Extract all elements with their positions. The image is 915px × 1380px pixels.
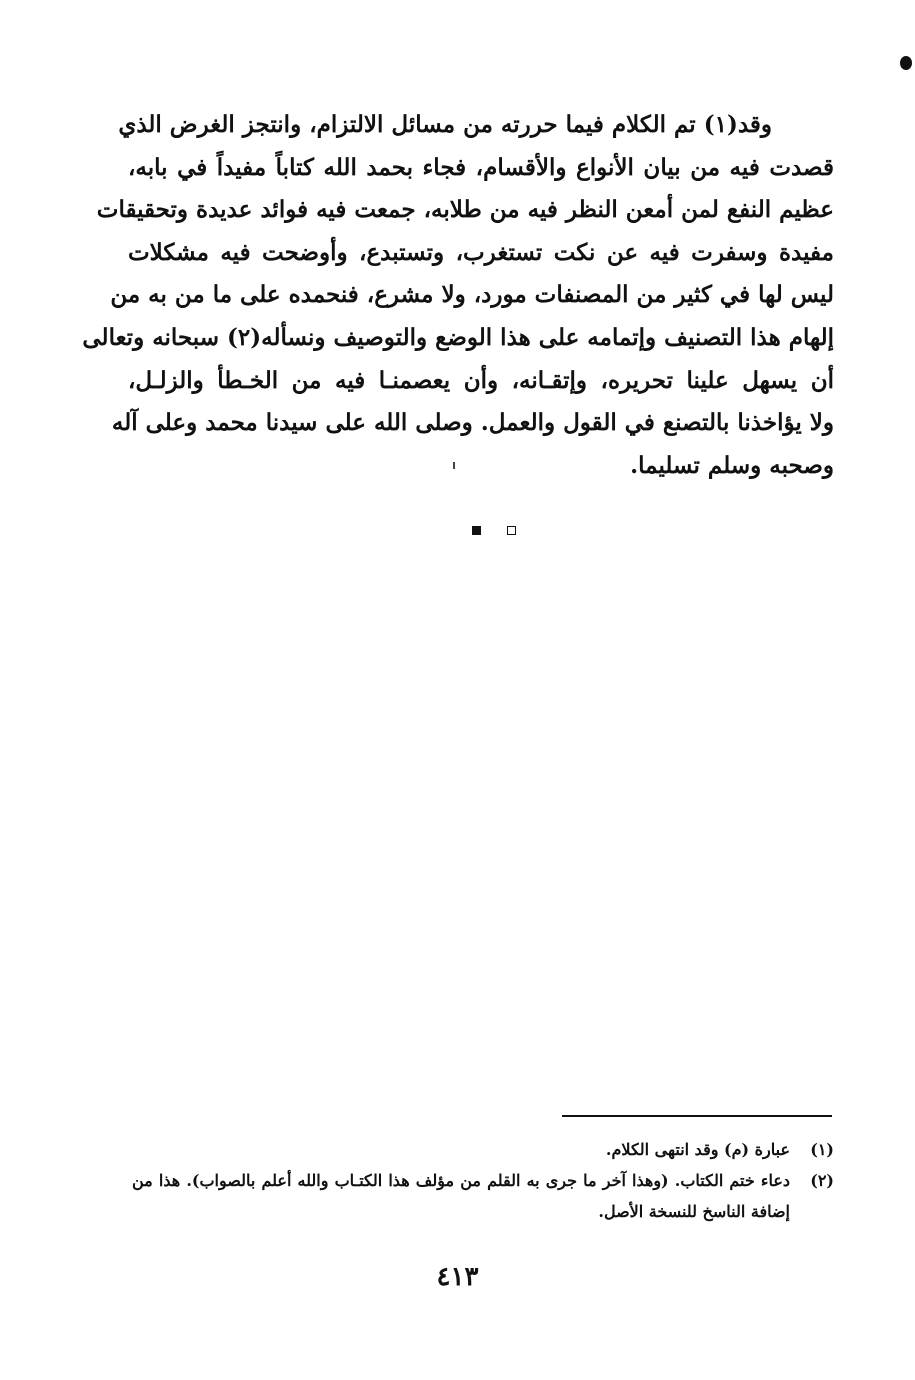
main-text-block	[82, 104, 834, 487]
footnote-2	[132, 1165, 834, 1227]
text-line-9: وصحبه وسلم تسليما.	[630, 451, 834, 479]
filled-square-icon	[472, 526, 481, 535]
text-line-6: إلهام هذا التصنيف وإتمامه على هذا الوضع والتوصيف ونسأله(٢) سبحانه وتعالى	[82, 323, 834, 351]
footnote-number: (٢)	[810, 1171, 834, 1190]
footnote-separator	[562, 1115, 832, 1117]
footnote-number: (١)	[810, 1140, 834, 1159]
footnote-text: عبارة (م) وقد انتهى الكلام.	[605, 1140, 790, 1159]
page-edge-dot	[900, 56, 912, 70]
text-line-8: ولا يؤاخذنا بالتصنع في القول والعمل. وصلى الله على سيدنا محمد وعلى آله	[111, 409, 834, 437]
text-line-3: عظيم النفع لمن أمعن النظر فيه من طلابه، جمعت فيه فوائد عديدة وتحقيقات	[96, 196, 834, 224]
text-line-2: قصدت فيه من بيان الأنواع والأقسام، فجاء بحمد الله كتاباً مفيداً في بابه،	[128, 153, 834, 181]
text-line-4: مفيدة وسفرت فيه عن نكت تستغرب، وتستبدع، وأوضحت فيه مشكلات	[128, 238, 834, 266]
hollow-square-icon	[507, 526, 516, 535]
footnotes	[132, 1134, 834, 1227]
text-line-5: ليس لها في كثير من المصنفات مورد، ولا مشرع، فنحمده على ما من به من	[110, 281, 834, 309]
footnote-text: دعاء ختم الكتاب. (وهذا آخر ما جرى به القلم من مؤلف هذا الكتـاب والله أعلم بالصواب). هذا من إضافة الناسخ للنسخة الأصل.	[132, 1171, 790, 1221]
text-line-1: وقد(١) تم الكلام فيما حررته من مسائل الالتزام، وانتجز الغرض الذي	[118, 111, 772, 138]
text-line-7: أن يسهل علينا تحريره، وإتقـانه، وأن يعصمنـا فيه من الخـطأ والزلـل،	[128, 366, 834, 394]
section-end-ornament	[472, 524, 516, 536]
footnote-1	[132, 1134, 834, 1165]
print-speck	[453, 462, 455, 469]
page-number: ٤١٣	[436, 1262, 479, 1292]
